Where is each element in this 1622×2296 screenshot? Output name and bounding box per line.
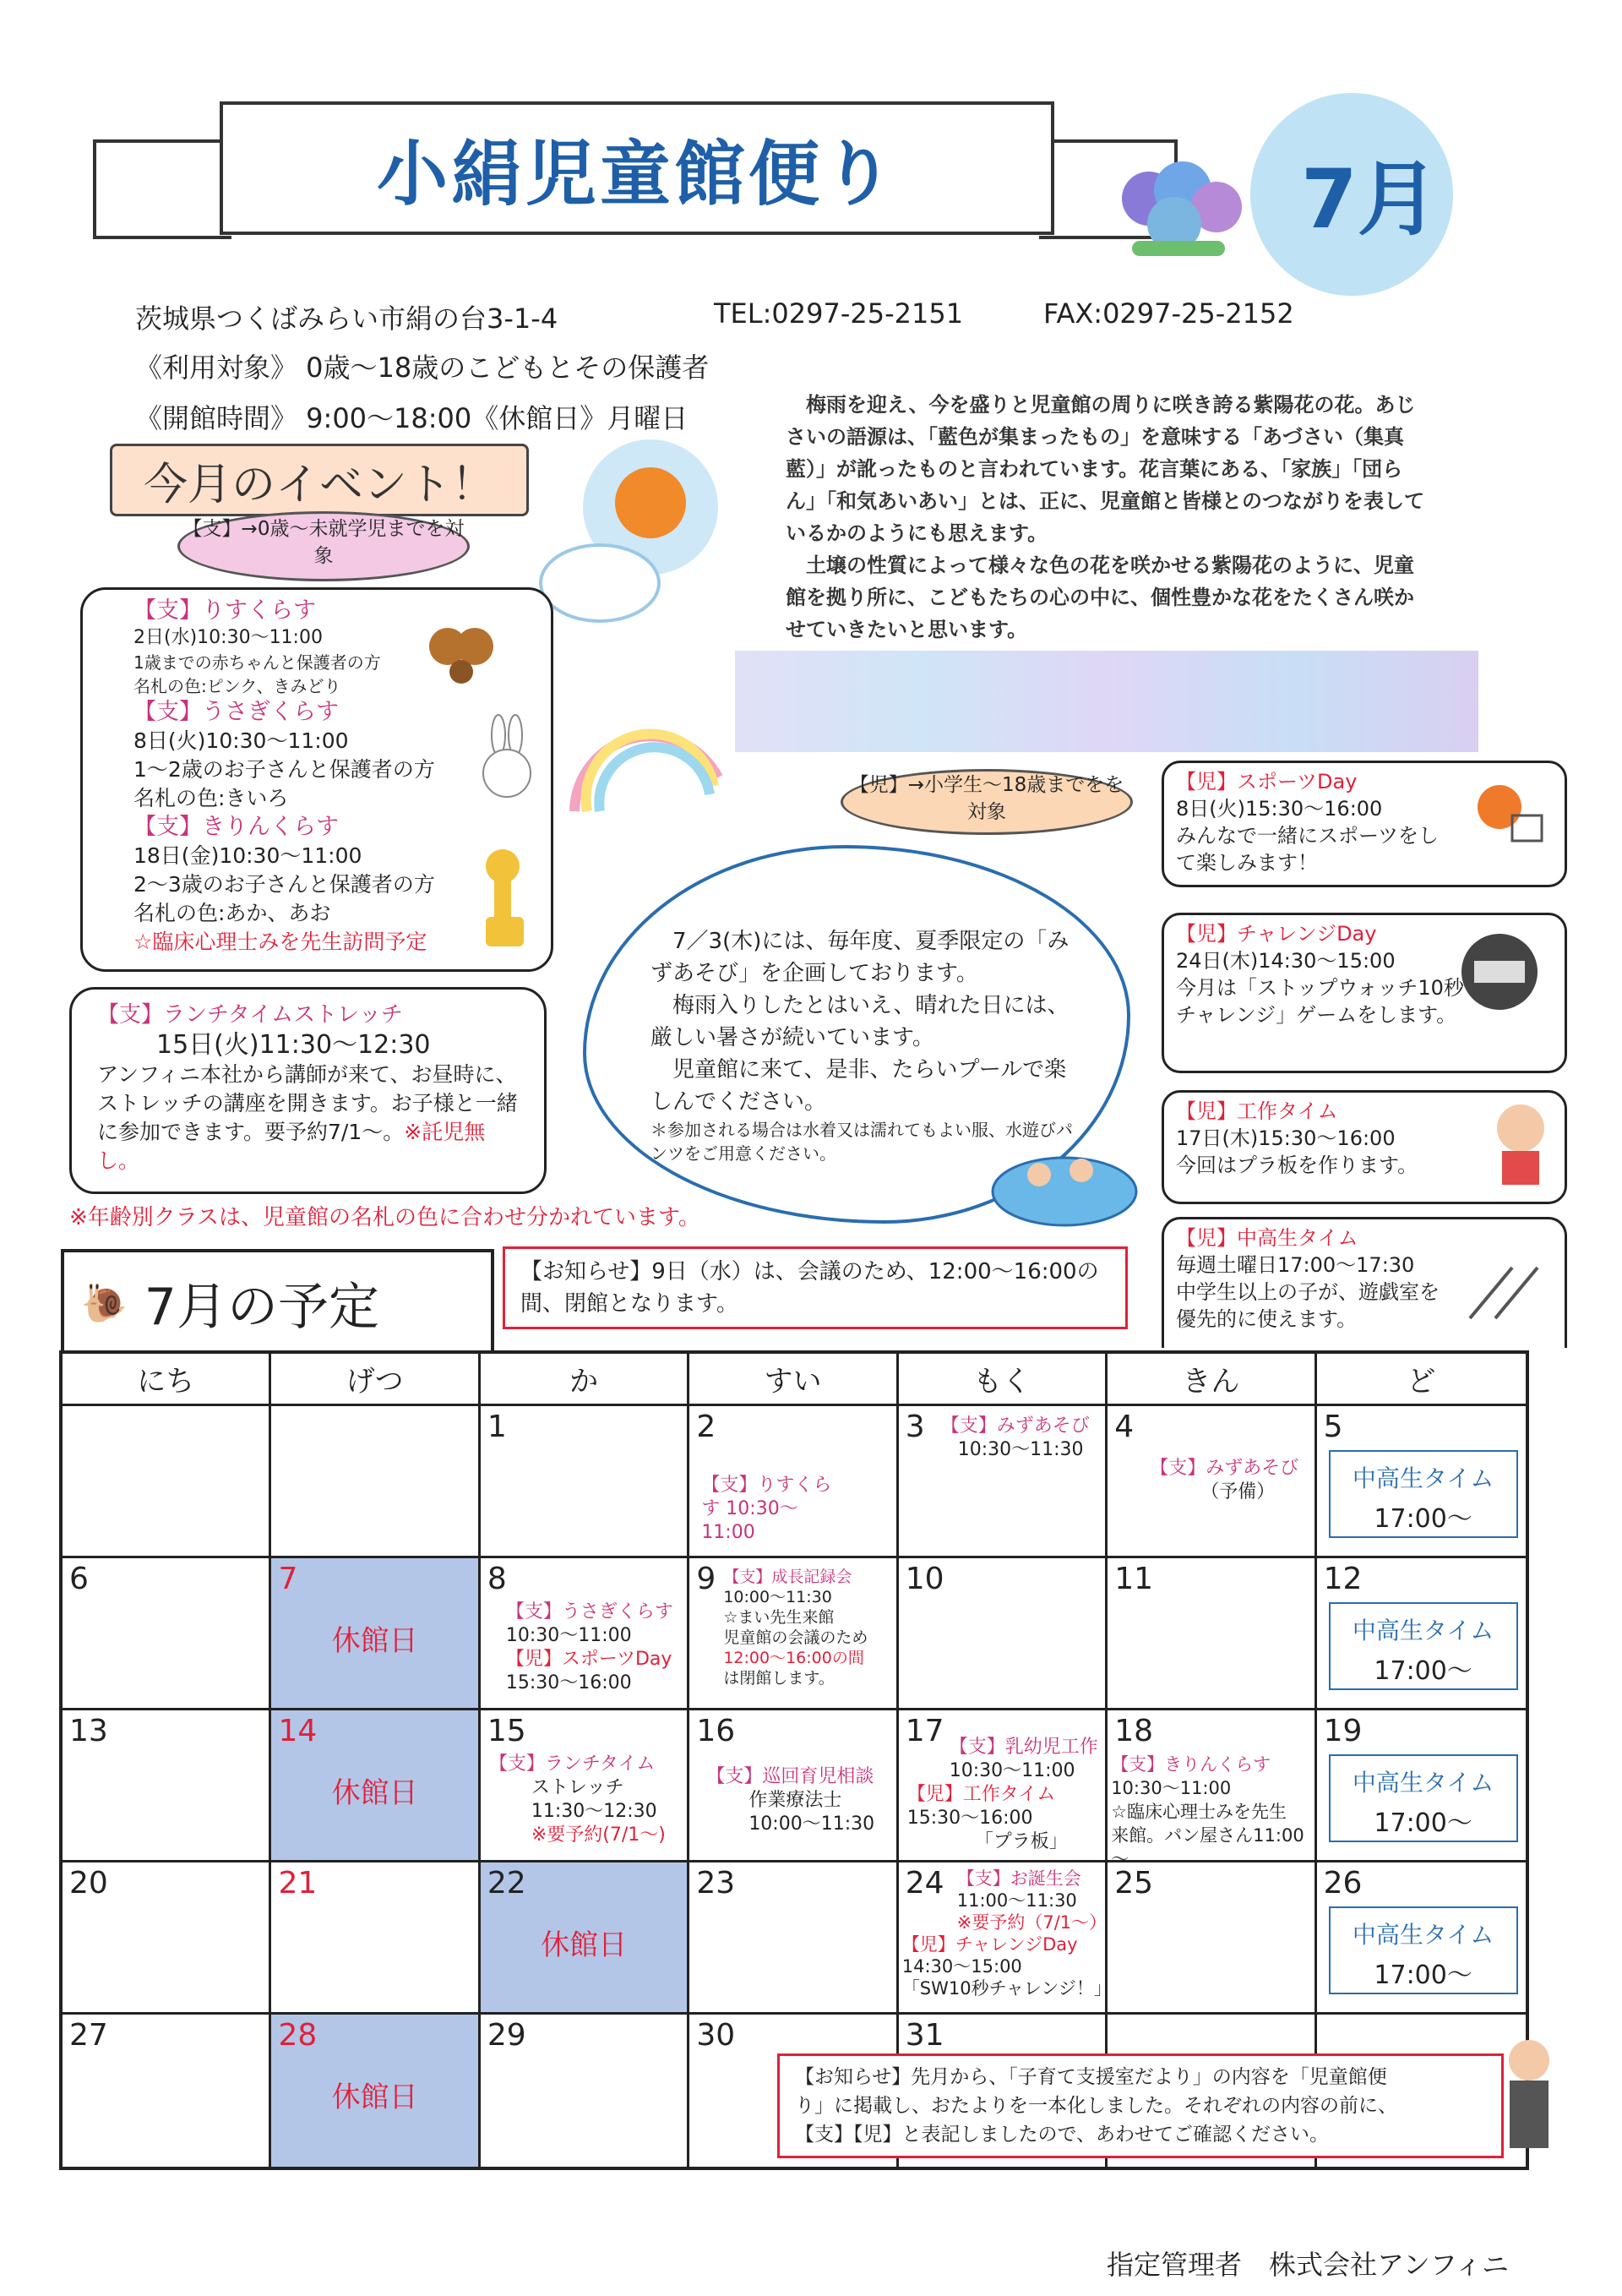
child-event-craft-label: 【児】工作タイム <box>1176 1099 1338 1123</box>
ji-target-text: 【児】→小学生～18歳までをを対象 <box>849 774 1124 823</box>
day-14 <box>271 1710 480 1862</box>
day-17-event-2-time: 15:30～16:00 <box>906 1808 1033 1829</box>
day-18-events <box>1111 1753 1314 1871</box>
hydrangea-watercolor <box>735 651 1478 752</box>
day-11 <box>1108 1558 1316 1710</box>
day-number: 21 <box>278 1866 318 1901</box>
day-number: 3 <box>905 1410 925 1444</box>
day-number: 10 <box>905 1562 944 1596</box>
pool-illustration <box>980 1124 1140 1234</box>
day-24-event-1-time: 11:00～11:30 <box>956 1890 1077 1911</box>
lunch-stretch-date: 15日(火)11:30～12:30 <box>156 1030 431 1060</box>
day-15-event-time: 11:30～12:30 <box>531 1801 657 1822</box>
day-2-event <box>701 1474 836 1545</box>
calendar-week-2 <box>63 1558 1526 1710</box>
day-number: 13 <box>69 1714 108 1748</box>
child-event-highschool-desc: 中学生以上の子が、遊戯室を優先的に使えます。 <box>1176 1280 1440 1331</box>
july-calendar <box>59 1350 1529 2170</box>
day-21 <box>271 1862 480 2015</box>
day-24 <box>899 1862 1112 2015</box>
highschool-time: 17:00～ <box>1374 1656 1472 1686</box>
closed-day-label: 休館日 <box>331 2081 418 2114</box>
ji-target-note <box>841 769 1133 835</box>
month-badge <box>1250 93 1453 296</box>
calendar-notice-text: 【お知らせ】9日（水）は、会議のため、12:00～16:00の間、閉館となります。 <box>520 1259 1099 1317</box>
banner-ribbon-left <box>93 139 231 239</box>
age-class-note: ※年齢別クラスは、児童館の名札の色に合わせ分かれています。 <box>69 1205 700 1230</box>
day-17-event-1-time: 10:30～11:00 <box>949 1760 1075 1781</box>
closed-day-label: 休館日 <box>541 1928 628 1962</box>
day-3-event-time: 10:30～11:30 <box>957 1439 1084 1460</box>
highschool-label: 中高生タイム <box>1352 1921 1494 1949</box>
day-27 <box>63 2015 271 2167</box>
day-15-event-label: 【支】ランチタイム <box>488 1753 656 1775</box>
day-number: 12 <box>1323 1562 1363 1596</box>
day-24-event-1-note: ※要予約（7/1～） <box>956 1912 1108 1933</box>
highschool-time-box <box>1329 1602 1518 1690</box>
day-6 <box>63 1558 271 1710</box>
day-7 <box>271 1558 480 1710</box>
day-2-event-text: 【支】りすくらす 10:30～11:00 <box>701 1475 832 1543</box>
child-event-highschool-label: 【児】中高生タイム <box>1176 1226 1358 1250</box>
day-number: 7 <box>278 1562 298 1596</box>
sun-cloud-illustration <box>524 439 743 642</box>
highschool-time-box <box>1329 1450 1518 1538</box>
craft-boy-icon <box>1487 1099 1554 1192</box>
day-16-event-label: 【支】巡回育児相談 <box>706 1766 874 1787</box>
day-15-event-note: ※要予約(7/1～) <box>531 1824 666 1846</box>
calendar-title: 7月の予定 <box>144 1278 379 1337</box>
closed-day-label: 休館日 <box>331 1624 418 1658</box>
mizuasobi-line-1: 7／3(木)には、毎年度、夏季限定の「みずあそび」を企画しております。 <box>650 929 1070 986</box>
day-24-event-2-note: 「SW10秒チャレンジ！」 <box>901 1978 1112 1999</box>
fax: FAX:0297-25-2152 <box>1043 297 1294 330</box>
day-4-event-label: 【支】みずあそび <box>1150 1458 1299 1479</box>
day-17 <box>899 1710 1108 1862</box>
day-19 <box>1317 1710 1526 1862</box>
event-usagi-desc: 1～2歳のお子さんと保護者の方 <box>133 757 435 782</box>
event-usagi-date: 8日(火)10:30～11:00 <box>133 728 349 753</box>
day-8 <box>481 1558 689 1710</box>
day-3 <box>899 1406 1108 1558</box>
day-17-event-2-note: 「プラ板」 <box>974 1831 1068 1852</box>
monthly-events-title: 今月のイベント！ <box>110 444 529 516</box>
lunch-stretch-desc-text: アンフィニ本社から講師が来て、お昼時に、ストレッチの講座を開きます。お子様と一緒に参加できます。要予約7/1～。 <box>97 1062 518 1144</box>
day-15-events <box>489 1753 666 1847</box>
day-number: 9 <box>696 1562 716 1596</box>
day-17-event-2: 【児】工作タイム <box>906 1784 1056 1805</box>
event-kirin-date: 18日(金)10:30～11:00 <box>133 843 362 868</box>
staff-illustration <box>1500 2037 1559 2155</box>
day-number: 30 <box>696 2018 736 2053</box>
day-number: 16 <box>696 1714 736 1748</box>
event-usagi-color: 名札の色:きいろ <box>133 786 289 810</box>
day-16-events <box>706 1765 874 1836</box>
day-number: 1 <box>487 1410 507 1444</box>
event-risu-label: 【支】りすくらす <box>133 597 316 624</box>
day-8-events <box>506 1601 673 1695</box>
day-4-event <box>1150 1457 1298 1504</box>
day-18-event-time: 10:30～11:00 <box>1111 1778 1232 1798</box>
day-15-event-name: ストレッチ <box>531 1777 624 1798</box>
intro-paragraph-2: 土壌の性質によって様々な色の花を咲かせる紫陽花のように、児童館を拠り所に、こどもたちの心の中に、個性豊かな花をたくさん咲かせていきたいと思います。 <box>786 554 1414 641</box>
snail-icon: 🐌 <box>81 1282 128 1325</box>
day-18-event-note: ☆臨床心理士みを先生 <box>1111 1802 1287 1822</box>
day-16-event-time: 10:00～11:30 <box>748 1813 875 1835</box>
day-9-event-1-time: 10:00～11:30 <box>723 1588 832 1606</box>
weekday-sun: にち <box>63 1354 271 1406</box>
day-empty <box>63 1406 271 1558</box>
day-number: 8 <box>487 1562 507 1596</box>
shi-target-text: 【支】→0歳～未就学児までを対象 <box>182 518 465 567</box>
event-risu-date: 2日(水)10:30～11:00 <box>133 627 323 648</box>
basketball-icon <box>1466 773 1550 858</box>
event-risu-color: 名札の色:ピンク、きみどり <box>133 676 341 696</box>
day-number: 25 <box>1114 1866 1153 1901</box>
day-17-event-1: 【支】乳幼児工作 <box>949 1737 1098 1758</box>
weekday-sat: ど <box>1317 1354 1526 1406</box>
day-number: 27 <box>69 2018 108 2053</box>
day-number: 26 <box>1323 1866 1363 1901</box>
day-16 <box>689 1710 898 1862</box>
day-3-event <box>941 1415 1090 1462</box>
intro-paragraph-1: 梅雨を迎え、今を盛りと児童館の周りに咲き誇る紫陽花の花。あじさいの語源は、「藍色が集まったもの」を意味する「あづさい（集真藍）」が訛ったものと言われています。花言葉にある、「家族」「団らん」「和気あいあい」とは、正に、児童館と皆様とのつながりを表しているかのようにも思えます。 <box>786 393 1424 545</box>
day-25 <box>1108 1862 1316 2015</box>
shi-target-note <box>177 511 470 581</box>
calendar-week-4 <box>63 1862 1526 2015</box>
child-event-sports-desc: みんなで一緒にスポーツをして楽しみます！ <box>1176 824 1440 875</box>
address: 茨城県つくばみらい市絹の台3-1-4 <box>135 303 558 335</box>
day-9-meeting: 児童館の会議のため <box>723 1628 868 1647</box>
day-8-event-1: 【支】うさぎくらす <box>505 1601 673 1622</box>
day-number: 20 <box>69 1866 108 1901</box>
day-22 <box>481 1862 689 2015</box>
weekday-thu: もく <box>899 1354 1108 1406</box>
day-9-event-1: 【支】成長記録会 <box>723 1568 852 1586</box>
giraffe-icon <box>465 849 541 951</box>
day-number: 22 <box>487 1866 526 1901</box>
calendar-notice <box>503 1246 1128 1329</box>
lunch-stretch-box <box>69 987 547 1194</box>
highschool-time: 17:00～ <box>1374 1504 1472 1534</box>
day-number: 24 <box>905 1866 944 1901</box>
day-9-closed-text: は閉館します。 <box>723 1669 835 1688</box>
badminton-icon <box>1461 1251 1546 1327</box>
day-number: 6 <box>69 1562 89 1596</box>
day-1 <box>481 1406 689 1558</box>
day-3-event-label: 【支】みずあそび <box>940 1415 1090 1437</box>
event-kirin-label: 【支】きりんくらす <box>133 814 339 840</box>
opening-hours: 《開館時間》 9:00～18:00《休館日》月曜日 <box>135 402 689 434</box>
day-24-events <box>901 1868 1112 1999</box>
day-20 <box>63 1862 271 2015</box>
day-29 <box>481 2015 689 2167</box>
day-10 <box>899 1558 1108 1710</box>
weekday-mon: げつ <box>271 1354 480 1406</box>
day-8-event-1-time: 10:30～11:00 <box>505 1625 632 1646</box>
tel: TEL:0297-25-2151 <box>714 297 964 330</box>
day-24-event-2-time: 14:30～15:00 <box>901 1956 1022 1977</box>
day-4 <box>1108 1406 1316 1558</box>
day-number: 4 <box>1114 1410 1135 1444</box>
day-number: 31 <box>905 2018 944 2053</box>
day-number: 18 <box>1114 1714 1153 1748</box>
day-9-closed-time: 12:00～16:00の間 <box>723 1649 864 1667</box>
lunch-stretch-desc <box>97 1061 544 1175</box>
day-26 <box>1317 1862 1526 2015</box>
child-event-highschool-date: 毎週土曜日17:00～17:30 <box>1176 1253 1415 1277</box>
mizuasobi-line-2: 梅雨入りしたとはいえ、晴れた日には、厳しい暑さが続いています。 <box>650 993 1070 1050</box>
newsletter-banner <box>220 101 1054 235</box>
calendar-week-3 <box>63 1710 1526 1869</box>
lunch-stretch-note: ※託児無し。 <box>97 1120 486 1173</box>
day-4-event-note: （予備） <box>1200 1481 1276 1502</box>
day-number: 23 <box>696 1866 736 1901</box>
day-number: 19 <box>1323 1714 1363 1748</box>
day-28 <box>271 2015 480 2167</box>
squirrel-icon <box>422 608 498 684</box>
day-8-event-2-time: 15:30～16:00 <box>505 1672 632 1693</box>
bottom-notice-text: 【お知らせ】先月から、「子育て支援室だより」の内容を「児童館便り」に掲載し、おたよりを一本化しました。それぞれの内容の前に、【支】【児】と表記しましたので、あわせてご確認ください。 <box>795 2066 1397 2146</box>
day-15 <box>481 1710 689 1862</box>
child-event-sports-date: 8日(火)15:30～16:00 <box>1176 797 1383 821</box>
rainbow-illustration <box>558 701 727 820</box>
day-number: 17 <box>905 1714 944 1748</box>
weekday-wed: すい <box>689 1354 898 1406</box>
day-12 <box>1317 1558 1526 1710</box>
day-number: 14 <box>278 1714 318 1748</box>
day-8-event-2: 【児】スポーツDay <box>505 1649 672 1670</box>
event-usagi-label: 【支】うさぎくらす <box>133 699 339 725</box>
calendar-week-1 <box>63 1406 1526 1558</box>
event-kirin-note: ☆臨床心理士みを先生訪問予定 <box>133 930 427 954</box>
day-number: 28 <box>278 2018 318 2053</box>
day-empty <box>271 1406 480 1558</box>
weekday-fri: きん <box>1108 1354 1316 1406</box>
highschool-label: 中高生タイム <box>1352 1769 1494 1797</box>
event-kirin-desc: 2～3歳のお子さんと保護者の方 <box>133 872 435 897</box>
child-event-challenge-label: 【児】チャレンジDay <box>1176 922 1377 946</box>
rabbit-icon <box>477 714 536 807</box>
mizuasobi-note: ＊参加される場合は水着又は濡れてもよい服、水遊びパンツをご用意ください。 <box>650 1120 1073 1164</box>
day-5 <box>1317 1406 1526 1558</box>
calendar-title-box <box>61 1249 494 1354</box>
target-users: 《利用対象》 0歳～18歳のこどもとその保護者 <box>135 352 710 384</box>
intro-text <box>786 389 1428 646</box>
child-event-sports-label: 【児】スポーツDay <box>1176 770 1358 794</box>
day-16-event-staff: 作業療法士 <box>748 1790 842 1811</box>
day-17-events <box>907 1736 1098 1854</box>
child-event-craft-desc: 今回はプラ板を作ります。 <box>1176 1153 1418 1177</box>
day-2 <box>689 1406 898 1558</box>
day-24-event-2: 【児】チャレンジDay <box>901 1934 1078 1955</box>
stopwatch-icon <box>1453 925 1546 1018</box>
lunch-stretch-label: 【支】ランチタイムストレッチ <box>97 1002 403 1028</box>
event-risu-desc: 1歳までの赤ちゃんと保護者の方 <box>133 652 381 673</box>
highschool-time-box <box>1329 1754 1518 1842</box>
day-number: 2 <box>696 1410 716 1444</box>
day-13 <box>63 1710 271 1862</box>
child-event-craft-date: 17日(木)15:30～16:00 <box>1176 1126 1396 1150</box>
highschool-time-box <box>1329 1906 1518 1994</box>
day-24-event-1: 【支】お誕生会 <box>956 1868 1081 1889</box>
day-number: 15 <box>487 1714 526 1748</box>
bottom-notice <box>777 2053 1504 2158</box>
highschool-label: 中高生タイム <box>1352 1464 1494 1492</box>
month-badge-text: 7月 <box>1301 152 1439 247</box>
closed-day-label: 休館日 <box>331 1776 418 1810</box>
day-18 <box>1108 1710 1316 1869</box>
day-18-event-label: 【支】きりんくらす <box>1111 1754 1271 1775</box>
day-9-events <box>723 1567 868 1688</box>
day-number: 5 <box>1323 1410 1343 1444</box>
event-kirin-color: 名札の色:あか、あお <box>133 901 331 925</box>
child-event-challenge-date: 24日(木)14:30～15:00 <box>1176 949 1396 973</box>
day-18-event-bakery: 来館。パン屋さん11:00～ <box>1111 1825 1304 1869</box>
day-number: 11 <box>1114 1562 1153 1596</box>
footer-operator: 指定管理者 株式会社アンフィニ <box>1107 2249 1510 2281</box>
highschool-label: 中高生タイム <box>1352 1617 1494 1644</box>
hydrangea-illustration <box>1115 156 1250 266</box>
highschool-time: 17:00～ <box>1374 1808 1472 1838</box>
mizuasobi-line-3: 児童館に来て、是非、たらいプールで楽しんでください。 <box>650 1057 1067 1115</box>
child-event-challenge-desc: 今月は「ストップウォッチ10秒チャレンジ」ゲームをします。 <box>1176 976 1464 1027</box>
day-23 <box>689 1862 898 2015</box>
day-9 <box>689 1558 898 1710</box>
highschool-time: 17:00～ <box>1374 1961 1472 1990</box>
weekday-tue: か <box>481 1354 689 1406</box>
day-9-event-note: ☆まい先生来館 <box>723 1608 835 1627</box>
day-number: 29 <box>487 2018 526 2053</box>
calendar-weekday-row <box>63 1354 1526 1406</box>
newsletter-title: 小絹児童館便り <box>376 132 897 215</box>
